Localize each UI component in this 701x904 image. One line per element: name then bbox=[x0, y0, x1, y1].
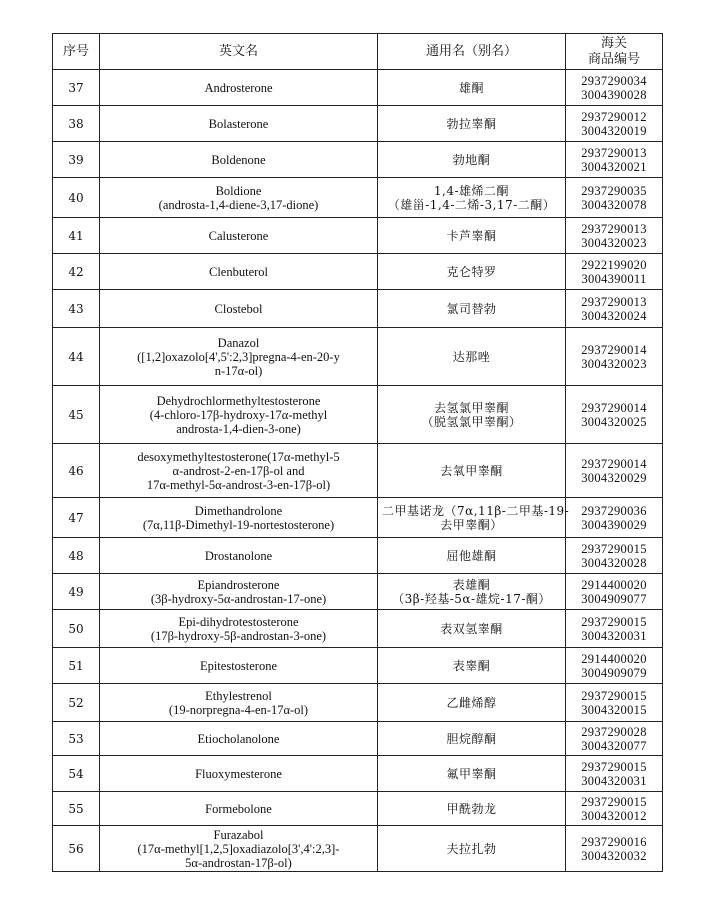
cell-customs-code-line: 3004320021 bbox=[581, 159, 647, 174]
header-customs-code-line1: 海关 bbox=[600, 35, 627, 51]
table-row bbox=[53, 722, 663, 756]
cell-english-name bbox=[100, 610, 378, 648]
cell-common-name bbox=[378, 444, 566, 498]
cell-customs-code-line: 3004320012 bbox=[581, 808, 647, 823]
table-row bbox=[53, 538, 663, 574]
cell-customs-code-line: 3004320031 bbox=[581, 628, 647, 643]
cell-customs-code bbox=[566, 386, 663, 444]
cell-english-name-line: Boldenone bbox=[211, 152, 266, 167]
cell-english-name-line: Danazol bbox=[217, 335, 260, 350]
cell-common-name bbox=[378, 70, 566, 106]
cell-customs-code-line: 2914400020 bbox=[581, 651, 647, 666]
cell-serial-number: 53 bbox=[53, 722, 100, 756]
cell-english-name-line: Ethylestrenol bbox=[205, 688, 272, 703]
cell-customs-code-line: 3004390011 bbox=[581, 271, 647, 286]
cell-english-name-line: Boldione bbox=[215, 183, 262, 198]
table-row bbox=[53, 218, 663, 254]
cell-common-name-line: 1,4-雄烯二酮 bbox=[433, 183, 510, 198]
cell-customs-code-line: 2937290013 bbox=[581, 221, 647, 236]
cell-customs-code-line: 3004320025 bbox=[581, 414, 647, 429]
cell-customs-code-line: 2937290014 bbox=[581, 456, 647, 471]
cell-customs-code bbox=[566, 610, 663, 648]
cell-english-name-line: n-17α-ol) bbox=[214, 363, 263, 378]
cell-serial-number: 44 bbox=[53, 328, 100, 386]
cell-customs-code bbox=[566, 538, 663, 574]
cell-english-name-line: Etiocholanolone bbox=[197, 731, 280, 746]
cell-english-name bbox=[100, 756, 378, 792]
table-row bbox=[53, 386, 663, 444]
cell-customs-code-line: 2937290015 bbox=[581, 614, 647, 629]
cell-serial-number: 41 bbox=[53, 218, 100, 254]
cell-common-name bbox=[378, 826, 566, 872]
cell-common-name bbox=[378, 722, 566, 756]
cell-customs-code-line: 3004909077 bbox=[581, 591, 647, 606]
table-row bbox=[53, 178, 663, 218]
table-row bbox=[53, 444, 663, 498]
cell-customs-code-line: 3004320032 bbox=[581, 848, 647, 863]
cell-english-name-line: α-androst-2-en-17β-ol and bbox=[172, 463, 305, 478]
cell-serial-number: 43 bbox=[53, 290, 100, 328]
table-row bbox=[53, 498, 663, 538]
cell-english-name bbox=[100, 218, 378, 254]
cell-common-name-line: 表睾酮 bbox=[452, 658, 491, 673]
cell-english-name-line: (4-chloro-17β-hydroxy-17α-methyl bbox=[149, 407, 328, 422]
table-row bbox=[53, 254, 663, 290]
cell-customs-code-line: 2937290028 bbox=[581, 724, 647, 739]
cell-english-name-line: (7α,11β-Dimethyl-19-nortestosterone) bbox=[142, 517, 335, 532]
cell-common-name bbox=[378, 648, 566, 684]
table-row bbox=[53, 792, 663, 826]
cell-customs-code bbox=[566, 70, 663, 106]
cell-english-name-line: (19-norpregna-4-en-17α-ol) bbox=[168, 702, 309, 717]
cell-common-name-line: （脱氢氯甲睾酮） bbox=[421, 414, 522, 429]
table-row bbox=[53, 610, 663, 648]
cell-common-name-line: 屈他雄酮 bbox=[446, 548, 497, 563]
cell-serial-number: 49 bbox=[53, 574, 100, 610]
cell-common-name bbox=[378, 178, 566, 218]
cell-common-name bbox=[378, 684, 566, 722]
cell-english-name-line: Bolasterone bbox=[208, 116, 269, 131]
cell-serial-number: 52 bbox=[53, 684, 100, 722]
cell-common-name-line: 胆烷醇酮 bbox=[446, 731, 497, 746]
cell-common-name-line: 去氢氯甲睾酮 bbox=[433, 400, 509, 415]
cell-customs-code-line: 3004320029 bbox=[581, 470, 647, 485]
header-common-name: 通用名（别名） bbox=[378, 34, 566, 70]
cell-english-name-line: androsta-1,4-dien-3-one) bbox=[176, 421, 301, 436]
cell-english-name-line: Clostebol bbox=[214, 301, 263, 316]
cell-customs-code-line: 3004320077 bbox=[581, 738, 647, 753]
cell-common-name-line: 达那唑 bbox=[452, 349, 491, 364]
cell-serial-number: 55 bbox=[53, 792, 100, 826]
cell-serial-number: 54 bbox=[53, 756, 100, 792]
cell-english-name-line: 17α-methyl-5α-androst-3-en-17β-ol) bbox=[146, 477, 331, 492]
table-header-row bbox=[53, 34, 663, 70]
cell-common-name-line: 去甲睾酮） bbox=[440, 517, 503, 532]
cell-english-name-line: Drostanolone bbox=[204, 548, 273, 563]
table-row bbox=[53, 106, 663, 142]
cell-common-name-line: 夫拉扎勃 bbox=[446, 841, 497, 856]
cell-serial-number: 38 bbox=[53, 106, 100, 142]
cell-customs-code-line: 3004320078 bbox=[581, 197, 647, 212]
cell-customs-code-line: 3004320028 bbox=[581, 555, 647, 570]
cell-serial-number: 45 bbox=[53, 386, 100, 444]
cell-common-name bbox=[378, 538, 566, 574]
cell-english-name-line: Dehydrochlormethyltestosterone bbox=[156, 393, 321, 408]
table-row bbox=[53, 574, 663, 610]
table-row bbox=[53, 756, 663, 792]
cell-common-name-line: 二甲基诺龙（7α,11β-二甲基-19- bbox=[382, 503, 570, 518]
cell-common-name-line: 勃地酮 bbox=[452, 152, 491, 167]
header-customs-code-line2: 商品编号 bbox=[587, 51, 640, 67]
cell-customs-code bbox=[566, 498, 663, 538]
cell-english-name bbox=[100, 106, 378, 142]
cell-common-name bbox=[378, 792, 566, 826]
cell-english-name bbox=[100, 826, 378, 872]
cell-english-name-line: Epitestosterone bbox=[199, 658, 278, 673]
cell-common-name-line: 甲酰勃龙 bbox=[446, 801, 497, 816]
cell-customs-code-line: 2937290016 bbox=[581, 834, 647, 849]
cell-serial-number: 39 bbox=[53, 142, 100, 178]
table-row bbox=[53, 142, 663, 178]
cell-english-name-line: Epiandrosterone bbox=[197, 577, 280, 592]
table-row bbox=[53, 684, 663, 722]
cell-english-name-line: (3β-hydroxy-5α-androstan-17-one) bbox=[150, 591, 327, 606]
cell-serial-number: 40 bbox=[53, 178, 100, 218]
cell-english-name bbox=[100, 142, 378, 178]
cell-english-name-line: Furazabol bbox=[213, 827, 264, 842]
cell-customs-code-line: 3004320019 bbox=[581, 123, 647, 138]
cell-common-name bbox=[378, 328, 566, 386]
table-row bbox=[53, 328, 663, 386]
cell-english-name bbox=[100, 444, 378, 498]
cell-customs-code bbox=[566, 648, 663, 684]
cell-customs-code bbox=[566, 142, 663, 178]
cell-customs-code bbox=[566, 444, 663, 498]
cell-english-name-line: desoxymethyltestosterone(17α-methyl-5 bbox=[137, 449, 340, 464]
cell-common-name-line: 乙雌烯醇 bbox=[446, 695, 497, 710]
cell-customs-code bbox=[566, 756, 663, 792]
cell-english-name bbox=[100, 70, 378, 106]
cell-english-name-line: Calusterone bbox=[208, 228, 269, 243]
cell-english-name bbox=[100, 574, 378, 610]
cell-customs-code-line: 2914400020 bbox=[581, 577, 647, 592]
cell-serial-number: 48 bbox=[53, 538, 100, 574]
cell-customs-code-line: 3004909079 bbox=[581, 665, 647, 680]
cell-customs-code-line: 3004320023 bbox=[581, 235, 647, 250]
cell-customs-code-line: 3004390028 bbox=[581, 87, 647, 102]
cell-customs-code bbox=[566, 328, 663, 386]
cell-common-name bbox=[378, 386, 566, 444]
cell-common-name-line: 勃拉睾酮 bbox=[446, 116, 497, 131]
cell-english-name bbox=[100, 290, 378, 328]
cell-serial-number: 51 bbox=[53, 648, 100, 684]
cell-common-name-line: 氯司替勃 bbox=[446, 301, 497, 316]
cell-common-name-line: 克仑特罗 bbox=[446, 264, 497, 279]
cell-common-name bbox=[378, 218, 566, 254]
cell-english-name bbox=[100, 684, 378, 722]
cell-english-name-line: (17β-hydroxy-5β-androstan-3-one) bbox=[150, 628, 327, 643]
cell-english-name-line: (17α-methyl[1,2,5]oxadiazolo[3',4':2,3]- bbox=[137, 841, 340, 856]
cell-english-name bbox=[100, 792, 378, 826]
cell-common-name bbox=[378, 498, 570, 538]
cell-customs-code-line: 2937290015 bbox=[581, 688, 647, 703]
cell-common-name-line: 氟甲睾酮 bbox=[446, 766, 497, 781]
cell-common-name bbox=[378, 290, 566, 328]
cell-customs-code-line: 2937290015 bbox=[581, 541, 647, 556]
cell-english-name bbox=[100, 538, 378, 574]
cell-english-name bbox=[100, 722, 378, 756]
cell-customs-code-line: 2937290015 bbox=[581, 794, 647, 809]
cell-customs-code bbox=[566, 574, 663, 610]
cell-customs-code-line: 3004390029 bbox=[581, 517, 647, 532]
cell-customs-code-line: 3004320023 bbox=[581, 356, 647, 371]
cell-common-name-line: （3β-羟基-5α-雄烷-17-酮） bbox=[392, 591, 551, 606]
cell-english-name-line: Androsterone bbox=[204, 80, 273, 95]
table-row bbox=[53, 826, 663, 872]
cell-common-name bbox=[378, 756, 566, 792]
cell-english-name-line: Dimethandrolone bbox=[194, 503, 283, 518]
cell-english-name bbox=[100, 328, 378, 386]
cell-customs-code-line: 2937290035 bbox=[581, 183, 647, 198]
cell-serial-number: 47 bbox=[53, 498, 100, 538]
cell-customs-code-line: 3004320031 bbox=[581, 773, 647, 788]
cell-customs-code-line: 2937290012 bbox=[581, 109, 647, 124]
cell-customs-code bbox=[566, 218, 663, 254]
cell-common-name-line: （雄甾-1,4-二烯-3,17-二酮） bbox=[387, 197, 556, 212]
cell-common-name bbox=[378, 106, 566, 142]
cell-common-name bbox=[378, 574, 566, 610]
cell-english-name-line: ([1,2]oxazolo[4',5':2,3]pregna-4-en-20-y bbox=[137, 349, 340, 364]
cell-english-name bbox=[100, 386, 378, 444]
cell-common-name-line: 表双氢睾酮 bbox=[440, 621, 503, 636]
cell-customs-code-line: 2937290013 bbox=[581, 145, 647, 160]
cell-english-name-line: Formebolone bbox=[205, 801, 272, 816]
cell-english-name-line: Epi-dihydrotestosterone bbox=[178, 614, 299, 629]
cell-serial-number: 50 bbox=[53, 610, 100, 648]
cell-common-name bbox=[378, 254, 566, 290]
cell-common-name-line: 卡芦睾酮 bbox=[446, 228, 497, 243]
cell-customs-code bbox=[566, 826, 663, 872]
table-row bbox=[53, 290, 663, 328]
cell-english-name bbox=[100, 648, 378, 684]
substance-table bbox=[52, 33, 663, 872]
cell-customs-code bbox=[566, 290, 663, 328]
cell-english-name-line: Fluoxymesterone bbox=[195, 766, 282, 781]
cell-serial-number: 42 bbox=[53, 254, 100, 290]
cell-english-name bbox=[100, 178, 378, 218]
cell-customs-code-line: 2937290015 bbox=[581, 759, 647, 774]
cell-customs-code bbox=[566, 792, 663, 826]
cell-english-name-line: 5α-androstan-17β-ol) bbox=[185, 855, 292, 870]
table-row bbox=[53, 70, 663, 106]
cell-customs-code bbox=[566, 254, 663, 290]
cell-common-name-line: 去氧甲睾酮 bbox=[440, 463, 503, 478]
cell-customs-code-line: 2937290014 bbox=[581, 342, 647, 357]
cell-english-name bbox=[100, 498, 378, 538]
cell-common-name bbox=[378, 610, 566, 648]
cell-customs-code bbox=[566, 722, 663, 756]
document-page bbox=[52, 33, 662, 872]
cell-customs-code bbox=[566, 684, 663, 722]
cell-english-name-line: (androsta-1,4-diene-3,17-dione) bbox=[158, 197, 319, 212]
cell-english-name-line: Clenbuterol bbox=[208, 264, 268, 279]
header-english-name: 英文名 bbox=[100, 34, 378, 70]
header-serial-number: 序号 bbox=[53, 34, 100, 70]
table-body bbox=[53, 70, 663, 872]
table-row bbox=[53, 648, 663, 684]
cell-common-name-line: 雄酮 bbox=[458, 80, 484, 95]
cell-customs-code bbox=[566, 106, 663, 142]
cell-common-name bbox=[378, 142, 566, 178]
cell-english-name bbox=[100, 254, 378, 290]
cell-customs-code-line: 2937290014 bbox=[581, 400, 647, 415]
cell-serial-number: 46 bbox=[53, 444, 100, 498]
cell-serial-number: 56 bbox=[53, 826, 100, 872]
cell-customs-code-line: 3004320015 bbox=[581, 702, 647, 717]
cell-customs-code-line: 3004320024 bbox=[581, 308, 647, 323]
cell-common-name-line: 表雄酮 bbox=[452, 577, 491, 592]
cell-customs-code-line: 2937290034 bbox=[581, 73, 647, 88]
cell-customs-code bbox=[566, 178, 663, 218]
cell-customs-code-line: 2937290036 bbox=[581, 503, 647, 518]
header-customs-code bbox=[566, 34, 663, 70]
cell-serial-number: 37 bbox=[53, 70, 100, 106]
cell-customs-code-line: 2937290013 bbox=[581, 294, 647, 309]
cell-customs-code-line: 2922199020 bbox=[581, 257, 647, 272]
